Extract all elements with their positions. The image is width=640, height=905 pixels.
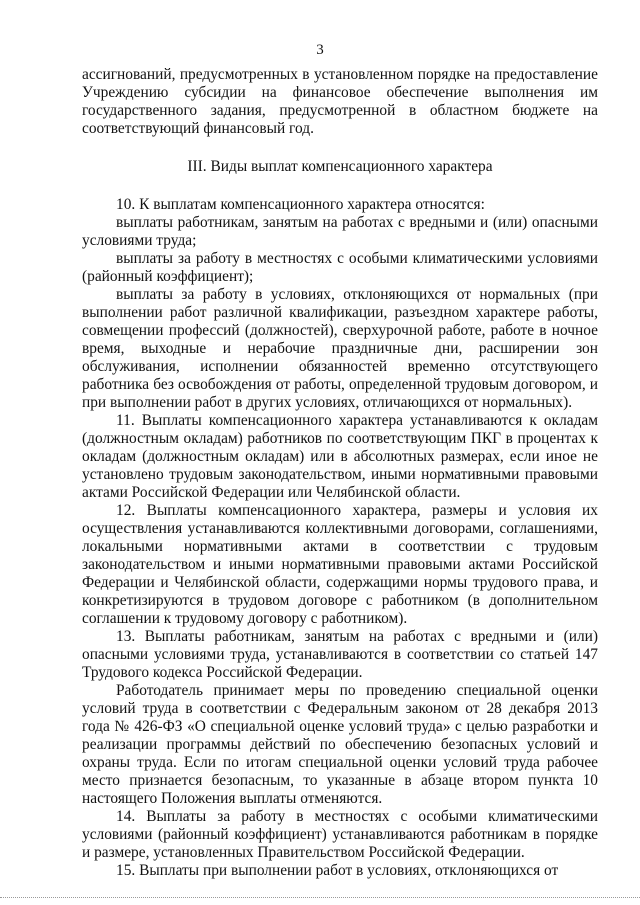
document-body	[82, 66, 598, 880]
paragraph-15: 15. Выплаты при выполнении работ в условиях, отклоняющихся от	[116, 862, 559, 879]
paragraph-10-item-2: выплаты за работу в местностях с особыми климатическими условиями (районный коэффициент);	[82, 250, 598, 285]
paragraph-13-employer: Работодатель принимает меры по проведению специальной оценки условий труда в соответствии с Федеральным законом от 28 декабря 2013 года № 426-ФЗ «О специальной оценке условий труда» с целью разработки и реализации программы действий по обеспечению безопасных условий и охраны труда. Если по итогам специальной оценки условий труда рабочее место признается безопасным, то указанные в абзаце втором пункта 10 настоящего Положения выплаты отменяются.	[82, 682, 598, 807]
page-number: 3	[316, 42, 324, 58]
paragraph-13: 13. Выплаты работникам, занятым на работах с вредными и (или) опасными условиями труда, устанавливаются в соответствии со статьей 147 Трудового кодекса Российской Федерации.	[82, 628, 598, 681]
paragraph-10: 10. К выплатам компенсационного характера относятся:	[116, 196, 485, 213]
paragraph-10-item-3: выплаты за работу в условиях, отклоняющихся от нормальных (при выполнении работ различной квалификации, разъездном характере работы, совмещении профессий (должностей), сверхурочной работе, работе в ночное время, выходные и нерабочие праздничные дни, расширении зон обслуживания, исполнении обязанностей временно отсутствующего работника без освобождения от работы, определенной трудовым договором, и при выполнении работ в других условиях, отличающихся от нормальных).	[82, 286, 598, 411]
paragraph-14: 14. Выплаты за работу в местностях с особыми климатическими условиями (районный коэффициент) устанавливаются работникам в порядке и размере, установленных Правительством Российской Федерации.	[82, 808, 598, 861]
footer-dotted-rule	[0, 897, 640, 898]
section-heading: III. Виды выплат компенсационного характера	[187, 158, 493, 175]
paragraph-10-item-1: выплаты работникам, занятым на работах с вредными и (или) опасными условиями труда;	[82, 214, 598, 249]
paragraph-continuation: ассигнований, предусмотренных в установленном порядке на предоставление Учреждению субсидии на финансовое обеспечение выполнения им государственного задания, предусмотренной в областном бюджете на соответствующий финансовый год.	[82, 66, 598, 137]
paragraph-12: 12. Выплаты компенсационного характера, размеры и условия их осуществления устанавливаются коллективными договорами, соглашениями, локальными нормативными актами в соответствии с трудовым законодательством и иными нормативными правовыми актами Российской Федерации и Челябинской области, содержащими нормы трудового права, и конкретизируются в трудовом договоре с работником (в дополнительном соглашении к трудовому договору с работником).	[82, 502, 598, 627]
paragraph-11: 11. Выплаты компенсационного характера устанавливаются к окладам (должностным окладам) работников по соответствующим ПКГ в процентах к окладам (должностным окладам) или в абсолютных размерах, если иное не установлено трудовым законодательством, иными нормативными правовыми актами Российской Федерации или Челябинской области.	[82, 412, 598, 501]
